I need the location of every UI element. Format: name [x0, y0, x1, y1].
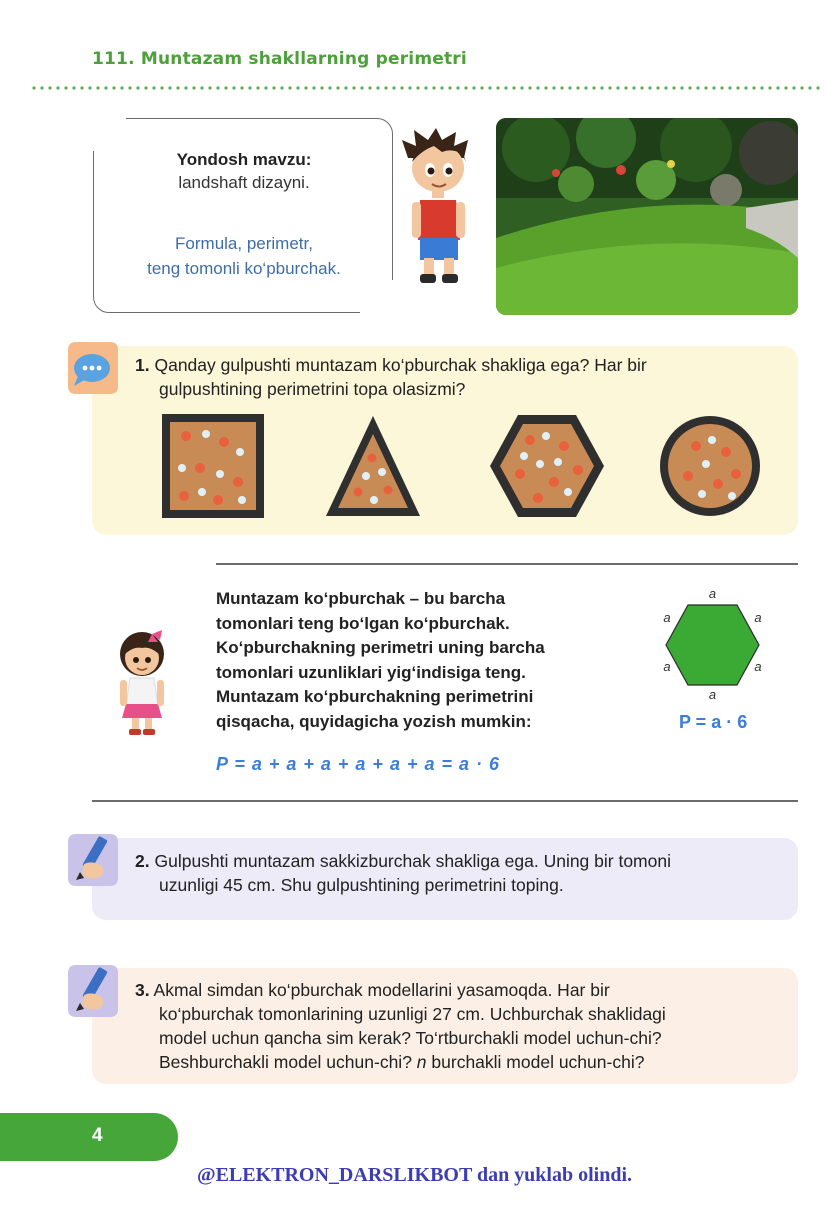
hexagon-flowerbed — [488, 412, 606, 520]
regular-hexagon-figure — [655, 585, 770, 705]
question-2-number: 2. — [135, 851, 150, 871]
lesson-title: 111. Muntazam shakllarning perimetri — [92, 49, 467, 69]
chat-bubble-icon — [62, 338, 122, 396]
boy-illustration — [398, 128, 480, 290]
definition-bottom-rule — [92, 800, 798, 802]
hexagon-side-label-upper-left: a — [663, 610, 671, 625]
dotted-divider — [30, 86, 824, 90]
keywords-line-2: teng tomonli ko‘pburchak. — [147, 259, 341, 278]
page-number-tab — [0, 1113, 178, 1161]
triangle-flowerbed — [322, 412, 424, 520]
pencil-hand-icon — [62, 830, 122, 888]
question-1-line-2: gulpushtining perimetrini topa olasizmi? — [159, 379, 466, 399]
related-topic-text: landshaft dizayni. — [178, 173, 310, 192]
hexagon-side-label-lower-right: a — [754, 659, 762, 674]
question-1-text — [135, 353, 795, 401]
hexagon-side-label-top: a — [708, 586, 717, 601]
question-3-line-4-end: burchakli model uchun-chi? — [431, 1052, 645, 1072]
definition-line-2: tomonlari teng bo‘lgan ko‘pburchak. — [216, 613, 510, 633]
pencil-hand-icon — [62, 961, 122, 1019]
definition-line-4: tomonlari uzunliklari yig‘indisiga teng. — [216, 662, 526, 682]
hexagon-side-label-upper-right: a — [754, 610, 762, 625]
question-3-line-4-start: Beshburchakli model uchun-chi? — [159, 1052, 412, 1072]
question-3-number: 3. — [135, 980, 150, 1000]
definition-top-rule — [216, 563, 798, 565]
keywords-line-1: Formula, perimetr, — [175, 234, 313, 253]
question-3-text — [135, 978, 795, 1074]
question-3-line-4 — [135, 1050, 795, 1074]
circle-flowerbed — [658, 412, 762, 520]
question-3-line-1: Akmal simdan ko‘pburchak modellarini yasamoqda. Har bir — [153, 980, 610, 1000]
hexagon-side-label-bottom: a — [708, 687, 717, 702]
square-flowerbed — [160, 412, 266, 520]
definition-line-3: Ko‘pburchakning perimetri uning barcha — [216, 638, 545, 657]
question-3-line-3: model uchun qancha sim kerak? To‘rtburchakli model uchun-chi? — [159, 1028, 662, 1048]
page-number: 4 — [92, 1125, 103, 1146]
question-1-number: 1. — [135, 355, 150, 375]
definition-line-1: Muntazam ko‘pburchak – bu barcha — [216, 589, 506, 608]
related-topic-box — [93, 118, 393, 313]
question-2-line-1: Gulpushti muntazam sakkizburchak shakliga ega. Uning bir tomoni — [154, 851, 671, 871]
question-3-variable-n: n — [416, 1052, 427, 1072]
girl-illustration — [112, 628, 174, 736]
keywords — [94, 231, 394, 281]
question-2-text — [135, 849, 795, 897]
related-topic-heading: Yondosh mavzu: — [176, 150, 312, 169]
definition-line-6: qisqacha, quyidagicha yozish mumkin: — [216, 711, 532, 731]
question-3-line-2: ko‘pburchak tomonlarining uzunligi 27 cm. Uchburchak shaklidagi — [159, 1004, 666, 1024]
hexagon-side-label-lower-left: a — [663, 659, 671, 674]
definition-text — [216, 587, 626, 734]
garden-photo — [496, 118, 798, 315]
download-note: @ELEKTRON_DARSLIKBOT dan yuklab olindi. — [196, 1164, 633, 1186]
definition-line-5: Muntazam ko‘pburchakning perimetrini — [216, 687, 534, 706]
question-1-line-1: Qanday gulpushti muntazam ko‘pburchak shakliga ega? Har bir — [154, 355, 647, 375]
perimeter-formula: P = a + a + a + a + a + a = a · 6 — [216, 754, 501, 774]
short-perimeter-formula: P = a · 6 — [679, 712, 748, 732]
question-2-line-2: uzunligi 45 cm. Shu gulpushtining perimetrini toping. — [159, 875, 564, 895]
